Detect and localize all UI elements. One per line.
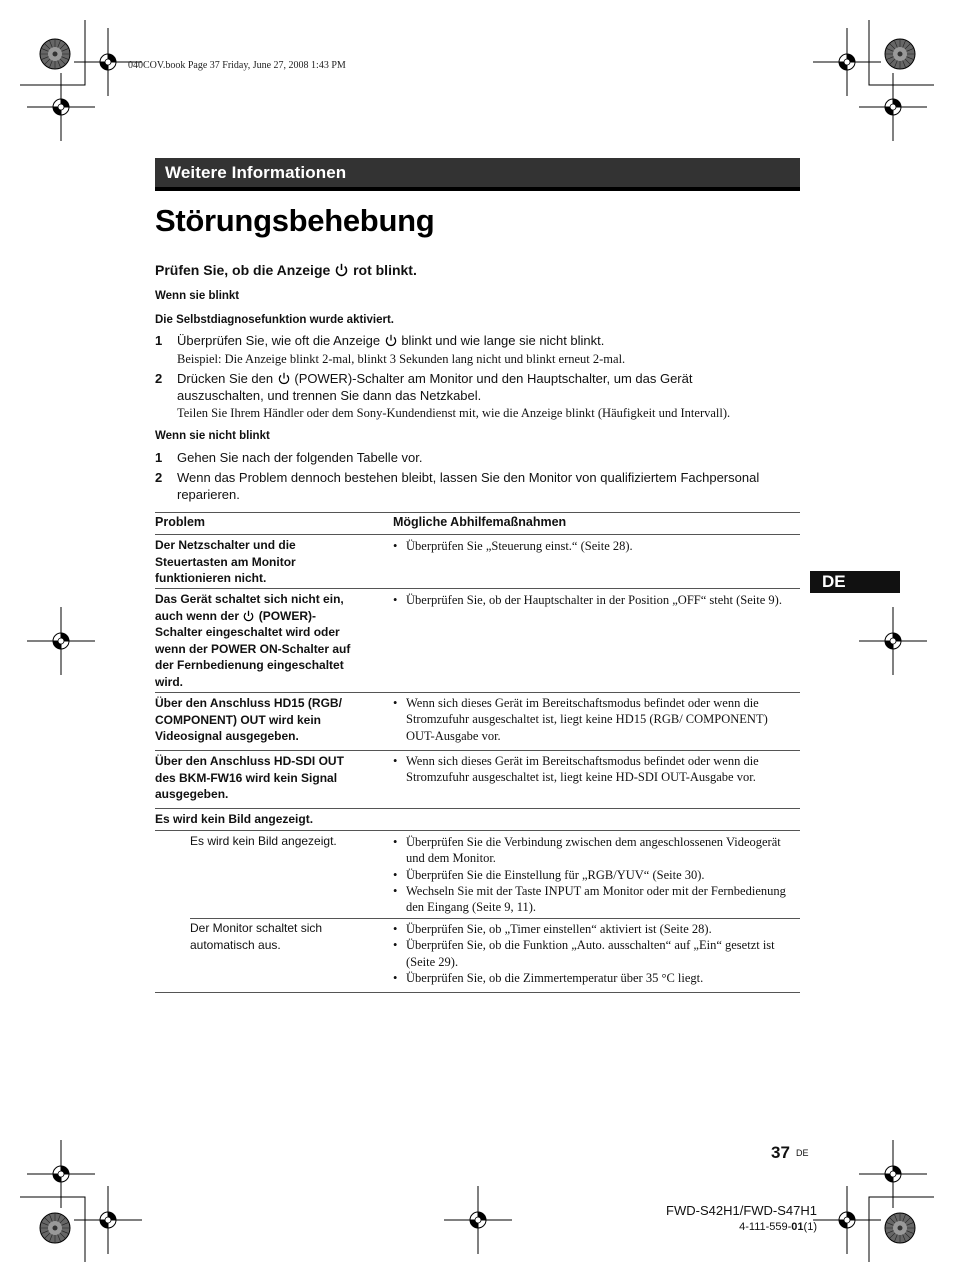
blinks-label: Wenn sie blinkt: [155, 290, 240, 302]
remedy-item: • Überprüfen Sie die Einstellung für „RGB/YUV“ (Seite 30).: [393, 867, 793, 883]
remedy-item: • Wenn sich dieses Gerät im Bereitschaftsmodus befindet oder wenn die Stromzufuhr ausgeschaltet ist, liegt keine HD15 (RGB/ COMPONENT) OUT-Ausgabe vor.: [393, 695, 793, 744]
problem-line: Steuertasten am Monitor: [155, 554, 296, 569]
step-text: Gehen Sie nach der folgenden Tabelle vor.: [177, 450, 423, 465]
page-language-code: DE: [796, 1148, 809, 1158]
table-subrow-problem: [190, 920, 380, 953]
section-banner: [155, 158, 800, 191]
step-number: 2: [155, 371, 163, 386]
registration-mark-icon: [444, 1186, 512, 1254]
step-note: Beispiel: Die Anzeige blinkt 2-mal, blinkt 3 Sekunden lang nicht und blinkt erneut 2-mal.: [177, 352, 626, 366]
problem-line-part: auch wenn der: [155, 608, 240, 623]
remedy-item: • Wechseln Sie mit der Taste INPUT am Monitor oder mit der Fernbedienung den Eingang (Seite 9, 11).: [393, 883, 793, 916]
language-tab: [810, 571, 900, 593]
remedy-item: • Überprüfen Sie, ob die Zimmertemperatur über 35 °C liegt.: [393, 970, 793, 986]
part-number-prefix: 4-111-559-: [739, 1221, 792, 1233]
book-info: 040COV.book Page 37 Friday, June 27, 2008 1:43 PM: [128, 60, 346, 71]
part-number: [739, 1221, 817, 1233]
part-number-suffix: (1): [803, 1221, 817, 1233]
problem-line: der Fernbedienung eingeschaltet: [155, 658, 344, 672]
problem-line: funktionieren nicht.: [155, 571, 267, 585]
part-number-revision: 01: [791, 1221, 804, 1233]
table-row-problem: Es wird kein Bild angezeigt.: [155, 812, 314, 826]
problem-line: Über den Anschluss HD15 (RGB/: [155, 696, 342, 710]
table-row-remedy: [393, 592, 793, 608]
problem-line: Über den Anschluss HD-SDI OUT: [155, 754, 344, 768]
remedy-item: • Überprüfen Sie, ob die Funktion „Auto. ausschalten“ auf „Ein“ gesetzt ist (Seite 29).: [393, 937, 793, 970]
remedy-item: • Überprüfen Sie, ob „Timer einstellen“ aktiviert ist (Seite 28).: [393, 921, 793, 937]
step-text-part: Drücken Sie den: [177, 371, 274, 386]
step-text-part: blinkt und wie lange sie nicht blinkt.: [401, 333, 605, 348]
section-title: Weitere Informationen: [165, 163, 347, 182]
power-icon: [385, 334, 397, 347]
problem-line: ausgegeben.: [155, 787, 229, 801]
step-text-part: Überprüfen Sie, wie oft die Anzeige: [177, 333, 381, 348]
problem-line: COMPONENT) OUT wird kein: [155, 712, 322, 727]
step-number: 1: [155, 333, 163, 348]
problem-line: Das Gerät schaltet sich nicht ein,: [155, 592, 344, 606]
page-title: Störungsbehebung: [155, 203, 435, 238]
problem-line: [155, 608, 380, 625]
table-row-problem: [155, 695, 380, 745]
table-subrow-problem: Es wird kein Bild angezeigt.: [190, 834, 337, 848]
table-row-remedy: [393, 695, 793, 744]
check-heading: [155, 262, 417, 278]
problem-line-part: (POWER)-: [258, 608, 317, 623]
table-row-remedy: [393, 834, 793, 915]
registration-mark-icon: [813, 1186, 881, 1254]
step-text-part: (POWER)-Schalter am Monitor und den Hauptschalter, um das Gerät: [294, 371, 693, 386]
registration-mark-icon: [813, 28, 881, 96]
problem-line: wird.: [155, 674, 184, 689]
table-row-problem: [155, 537, 380, 587]
color-wheel-icon: [40, 39, 70, 69]
blinks-subtitle: Die Selbstdiagnosefunktion wurde aktiviert.: [155, 314, 394, 326]
step-text: [177, 332, 604, 349]
problem-line: wenn der POWER ON-Schalter auf: [155, 641, 351, 656]
color-wheel-icon: [885, 39, 915, 69]
registration-mark-icon: [859, 607, 927, 675]
table-row-problem: [155, 753, 380, 803]
remedy-item: • Wenn sich dieses Gerät im Bereitschaftsmodus befindet oder wenn die Stromzufuhr ausgeschaltet ist, liegt keine HD-SDI OUT-Ausgabe vor.: [393, 753, 793, 786]
table-row-remedy: [393, 753, 793, 786]
remedy-item: • Überprüfen Sie „Steuerung einst.“ (Seite 28).: [393, 538, 793, 554]
model-number: FWD-S42H1/FWD-S47H1: [666, 1203, 817, 1218]
page-number: 37: [771, 1143, 790, 1162]
color-wheel-icon: [40, 1213, 70, 1243]
no-blink-label: Wenn sie nicht blinkt: [155, 430, 270, 442]
step-text: auszuschalten, und trennen Sie dann das Netzkabel.: [177, 388, 482, 403]
table-header-problem: Problem: [155, 515, 206, 529]
power-icon: [278, 372, 290, 385]
table-row-remedy: [393, 538, 793, 554]
language-tab-label: DE: [822, 572, 846, 591]
step-text: reparieren.: [177, 487, 240, 502]
check-heading-text: rot blinkt.: [353, 262, 417, 278]
step-text: Wenn das Problem dennoch bestehen bleibt, lassen Sie den Monitor von qualifiziertem Fachpersonal: [177, 470, 760, 485]
problem-line: Der Netzschalter und die: [155, 538, 296, 552]
problem-line: Schalter eingeschaltet wird oder: [155, 625, 340, 639]
color-wheel-icon: [885, 1213, 915, 1243]
step-note: Teilen Sie Ihrem Händler oder dem Sony-Kundendienst mit, wie die Anzeige blinkt (Häufigkeit und Intervall).: [177, 406, 731, 420]
problem-line: des BKM-FW16 wird kein Signal: [155, 770, 338, 785]
registration-mark-icon: [27, 607, 95, 675]
table-row-remedy: [393, 921, 793, 986]
remedy-item: • Überprüfen Sie, ob der Hauptschalter in der Position „OFF“ steht (Seite 9).: [393, 592, 793, 608]
step-number: 2: [155, 470, 163, 485]
power-icon: [243, 610, 254, 622]
check-heading-text: Prüfen Sie, ob die Anzeige: [155, 262, 331, 278]
problem-line: Videosignal ausgegeben.: [155, 729, 299, 743]
registration-mark-icon: [74, 1186, 142, 1254]
problem-line: Der Monitor schaltet sich: [190, 921, 323, 935]
power-icon: [335, 263, 348, 277]
step-text: [177, 370, 692, 387]
problem-line: automatisch aus.: [190, 937, 281, 952]
step-number: 1: [155, 450, 163, 465]
remedy-item: • Überprüfen Sie die Verbindung zwischen dem angeschlossenen Videogerät und dem Monitor.: [393, 834, 793, 867]
table-header-remedy: Mögliche Abhilfemaßnahmen: [393, 515, 567, 529]
table-row-problem: [155, 591, 380, 690]
